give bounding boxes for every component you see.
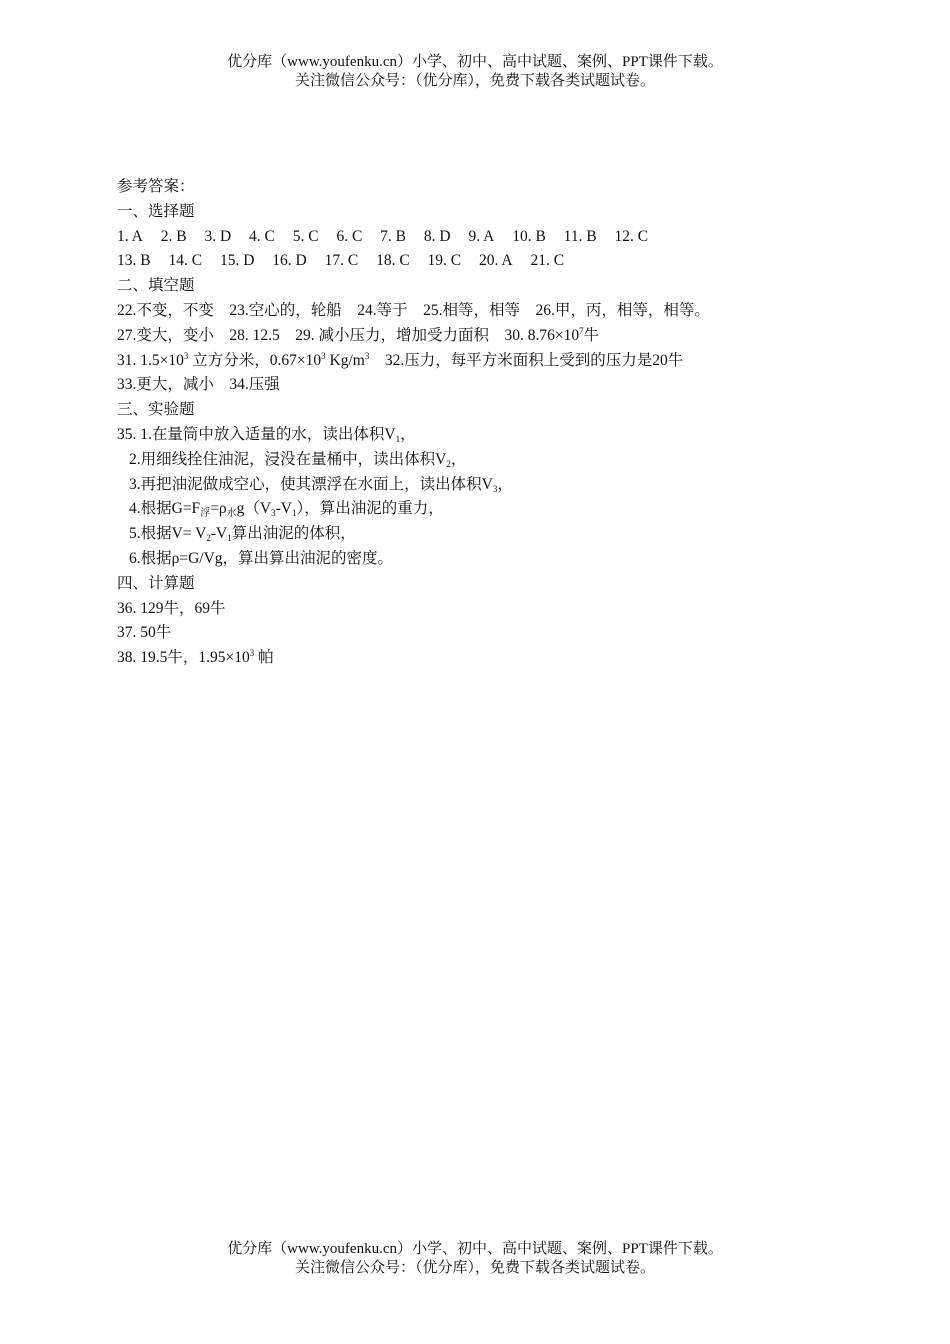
choice-answer: 1. A [117, 227, 143, 245]
choice-answer: 17. C [324, 252, 359, 270]
answer-title: 参考答案： [117, 178, 195, 195]
choice-answer: 5. C [292, 227, 319, 245]
text-run: 3.再把油泥做成空心，使其漂浮在水面上，读出体积V [129, 475, 493, 493]
text-run: 38. 19.5牛，1.95×10 [117, 649, 250, 667]
text-run: ， [450, 450, 467, 468]
subscript: 2 [206, 533, 211, 544]
choice-answer: 9. A [468, 227, 495, 245]
section-heading-fill: 二、填空题 [117, 277, 195, 295]
text-run: 32.压力，每平方米面积上受到的压力是20牛 [369, 351, 684, 369]
calc-answer-38 [117, 646, 837, 671]
choice-answer: 19. C [427, 252, 462, 270]
superscript: 3 [249, 648, 255, 659]
choice-answer: 16. D [272, 252, 307, 270]
subscript: 水 [226, 508, 237, 520]
text-run: -V [210, 525, 228, 543]
experiment-step-5 [117, 522, 837, 547]
footer-line-2: 关注微信公众号：（优分库），免费下载各类试题试卷。 [294, 1260, 655, 1276]
text-run: 帕 [254, 649, 274, 667]
choice-answer: 13. B [117, 252, 151, 270]
text-run: ， [497, 475, 513, 493]
subscript: 3 [271, 508, 276, 519]
choice-answers-row-2 [117, 249, 837, 274]
experiment-step-4 [117, 497, 837, 522]
text-run: -V [275, 500, 292, 518]
superscript: 3 [183, 350, 189, 361]
text-run: 5.根据V= V [129, 525, 207, 543]
choice-answers-row-1 [117, 225, 837, 250]
text-run: Kg/m [325, 351, 365, 369]
choice-answer: 12. C [614, 227, 649, 245]
answer-key [117, 175, 837, 671]
choice-answer: 4. C [249, 227, 275, 245]
text-run: 2.用细线拴住油泥，浸没在量桶中，读出体积V [129, 450, 447, 468]
text-run: 立方分米，0.67×10 [188, 351, 322, 369]
text-run: 35. 1.在量筒中放入适量的水，读出体积V [117, 425, 396, 443]
superscript: 3 [321, 350, 326, 361]
section-heading-experiment: 三、实验题 [117, 401, 195, 419]
experiment-step-1 [117, 423, 837, 448]
text-run: =ρ [210, 500, 227, 518]
superscript: 7 [579, 325, 584, 336]
calc-answer-36: 36. 129牛，69牛 [117, 599, 226, 617]
subscript: 1 [227, 533, 232, 544]
page-header [0, 53, 950, 91]
subscript: 1 [291, 508, 297, 519]
text-run: 31. 1.5×10 [117, 351, 184, 369]
experiment-step-6: 6.根据ρ=G/Vg，算出算出油泥的密度。 [129, 549, 394, 567]
choice-answer: 14. C [168, 252, 203, 270]
text-run: 牛 [583, 326, 600, 344]
text-run: 4.根据G=F [129, 500, 201, 518]
choice-answer: 7. B [380, 227, 407, 245]
text-run: 27.变大，变小 28. 12.5 29. 减小压力，增加受力面积 30. 8.76×10 [117, 326, 580, 344]
header-line-2: 关注微信公众号：（优分库），免费下载各类试题试卷。 [294, 73, 655, 89]
subscript: 2 [446, 458, 451, 469]
fill-answers-line-4: 33.更大，减小 34.压强 [117, 376, 280, 394]
section-heading-calculation: 四、计算题 [117, 574, 195, 592]
experiment-step-2 [117, 448, 837, 473]
choice-answer: 11. B [563, 227, 597, 245]
choice-answer: 2. B [160, 227, 187, 245]
calc-answer-37: 37. 50牛 [117, 624, 172, 642]
fill-answers-line-3 [117, 349, 837, 374]
subscript: 浮 [200, 508, 211, 520]
choice-answer: 10. B [512, 227, 546, 245]
text-run: ， [400, 425, 416, 443]
footer-line-1: 优分库（www.youfenku.cn）小学、初中、高中试题、案例、PPT课件下载。 [227, 1241, 723, 1257]
fill-answers-line-2 [117, 324, 837, 349]
subscript: 1 [395, 433, 401, 444]
text-run: ），算出油泥的重力， [296, 500, 444, 518]
text-run: 算出油泥的体积， [231, 525, 356, 543]
choice-answer: 3. D [204, 227, 232, 245]
page-footer [0, 1240, 950, 1278]
subscript: 3 [492, 483, 498, 494]
choice-answer: 18. C [376, 252, 410, 270]
section-heading-choice: 一、选择题 [117, 202, 195, 220]
text-run: g（V [236, 500, 272, 518]
choice-answer: 15. D [219, 252, 255, 270]
choice-answer: 8. D [423, 227, 451, 245]
superscript: 3 [364, 350, 370, 361]
experiment-step-3 [117, 473, 837, 498]
choice-answer: 21. C [530, 252, 565, 270]
choice-answer: 20. A [479, 252, 513, 270]
header-line-1: 优分库（www.youfenku.cn）小学、初中、高中试题、案例、PPT课件下载。 [227, 54, 723, 70]
fill-answers-line-1: 22.不变，不变 23.空心的，轮船 24.等于 25.相等，相等 26.甲，丙，相等，相等。 [117, 301, 710, 319]
choice-answer: 6. C [336, 227, 363, 245]
